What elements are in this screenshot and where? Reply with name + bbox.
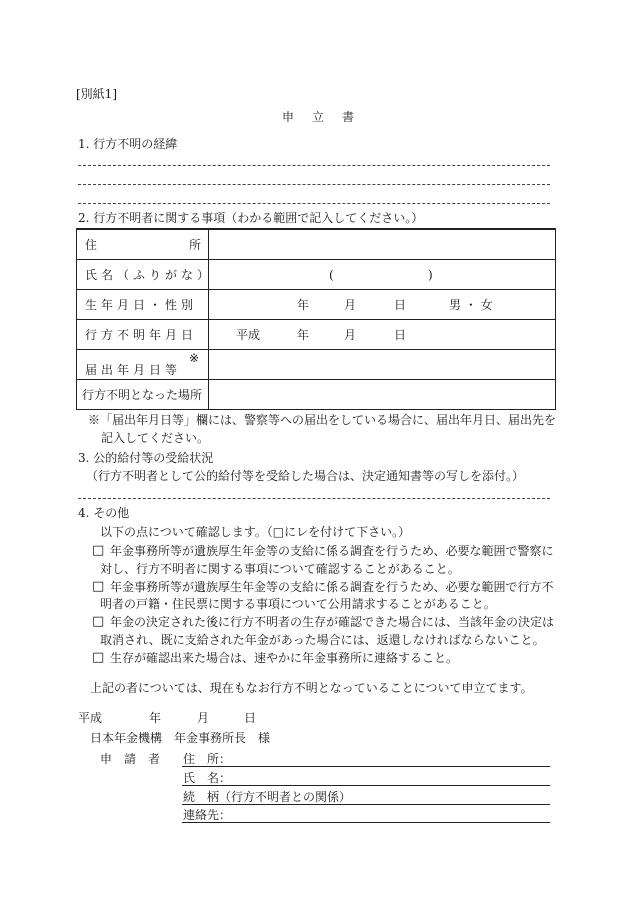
confirm-checkbox-2[interactable]: □ bbox=[92, 579, 105, 594]
report-date-mark: ※ bbox=[189, 351, 200, 365]
table-row-address bbox=[77, 229, 555, 260]
sex-options[interactable]: 男 ・ 女 bbox=[449, 298, 493, 312]
applicant-name-label: 氏 名： bbox=[183, 771, 232, 785]
applicant-relation-label: 続 柄（行方不明者との関係） bbox=[183, 790, 352, 804]
table-row-birthdate-sex bbox=[77, 289, 555, 320]
section1-write-line[interactable] bbox=[78, 184, 550, 185]
date-day-unit: 日 bbox=[244, 711, 257, 725]
confirm-item-3-line2: 取消され、既に支給された年金があった場合には、返還しなければならないこと。 bbox=[100, 633, 545, 647]
applicant-relation-field[interactable] bbox=[182, 804, 550, 805]
table-note-line2: 記入してください。 bbox=[101, 431, 210, 445]
birth-month-unit: 月 bbox=[344, 298, 357, 312]
table-row-name bbox=[77, 259, 555, 290]
missing-month-unit: 月 bbox=[344, 328, 357, 342]
applicant-address-label: 住 所： bbox=[183, 752, 232, 766]
missing-date-label: 行方不明年月日 bbox=[85, 328, 198, 342]
table-row-report-date bbox=[77, 349, 555, 380]
name-label: 氏名（ふりがな） bbox=[85, 268, 214, 282]
missing-date-era: 平成 bbox=[236, 328, 261, 342]
missing-place-label: 行方不明となった場所 bbox=[82, 388, 203, 402]
confirm-item-3-line1: 年金の決定された後に行方不明者の生存が確認できた場合には、当該年金の決定は bbox=[110, 615, 555, 629]
applicant-contact-field[interactable] bbox=[182, 822, 550, 823]
birth-year-unit: 年 bbox=[297, 298, 310, 312]
confirm-item-2-line2: 明者の戸籍・住民票に関する事項について公用請求することがあること。 bbox=[100, 597, 496, 611]
confirm-checkbox-1[interactable]: □ bbox=[92, 543, 105, 558]
applicant-label: 申 請 者 bbox=[100, 752, 161, 766]
section3-write-line[interactable] bbox=[78, 498, 550, 499]
section3-heading: 3. 公的給付等の受給状況 bbox=[78, 451, 214, 465]
declaration-text: 上記の者については、現在もなお行方不明となっていることについて申立てます。 bbox=[90, 681, 533, 695]
section4-heading: 4. その他 bbox=[78, 506, 130, 520]
section3-subtext: （行方不明者として公的給付等を受給した場合は、決定通知書等の写しを添付。） bbox=[86, 469, 525, 483]
attachment-label: [別紙1] bbox=[76, 87, 117, 101]
addressee: 日本年金機構 年金事務所長 様 bbox=[90, 731, 271, 745]
applicant-address-field[interactable] bbox=[182, 766, 550, 767]
confirm-item-2-line1: 年金事務所等が遺族厚生年金等の支給に係る調査を行うため、必要な範囲で行方不 bbox=[110, 580, 554, 594]
applicant-name-field[interactable] bbox=[182, 785, 550, 786]
confirm-item-1-line1: 年金事務所等が遺族厚生年金等の支給に係る調査を行うため、必要な範囲で警察に bbox=[110, 544, 554, 558]
confirm-item-4-line1: 生存が確認出来た場合は、速やかに年金事務所に連絡すること。 bbox=[110, 651, 459, 665]
address-label-b: 所 bbox=[189, 238, 202, 252]
furigana-paren-close: ) bbox=[428, 268, 433, 282]
date-month-unit: 月 bbox=[197, 711, 210, 725]
missing-day-unit: 日 bbox=[394, 328, 407, 342]
confirm-item-1-line2: 対し、行方不明者に関する事項について確認することがあること。 bbox=[100, 562, 460, 576]
applicant-contact-label: 連絡先： bbox=[183, 808, 232, 822]
table-note-line1: ※「届出年月日等」欄には、警察等への届出をしている場合に、届出年月日、届出先を bbox=[88, 413, 557, 427]
table-row-missing-place bbox=[77, 379, 555, 411]
missing-person-table bbox=[76, 228, 556, 410]
address-label-a: 住 bbox=[85, 238, 98, 252]
table-row-missing-date bbox=[77, 319, 555, 350]
section4-intro: 以下の点について確認します。（□にレを付けて下さい。） bbox=[100, 525, 411, 539]
section1-write-line[interactable] bbox=[78, 203, 550, 204]
page-title: 申 立 書 bbox=[282, 110, 358, 124]
furigana-paren-open: ( bbox=[329, 268, 334, 282]
section2-heading: 2. 行方不明者に関する事項（わかる範囲で記入してください。） bbox=[78, 211, 424, 225]
date-era: 平成 bbox=[78, 711, 103, 725]
section1-heading: 1. 行方不明の経緯 bbox=[78, 137, 178, 151]
date-year-unit: 年 bbox=[149, 711, 162, 725]
report-date-label: 届出年月日等 bbox=[85, 363, 182, 377]
section1-write-line[interactable] bbox=[78, 165, 550, 166]
confirm-checkbox-3[interactable]: □ bbox=[92, 614, 105, 629]
birthdate-label: 生年月日・性別 bbox=[85, 298, 198, 312]
confirm-checkbox-4[interactable]: □ bbox=[92, 650, 105, 665]
birth-day-unit: 日 bbox=[394, 298, 407, 312]
address-field[interactable] bbox=[211, 230, 551, 259]
missing-year-unit: 年 bbox=[297, 328, 310, 342]
